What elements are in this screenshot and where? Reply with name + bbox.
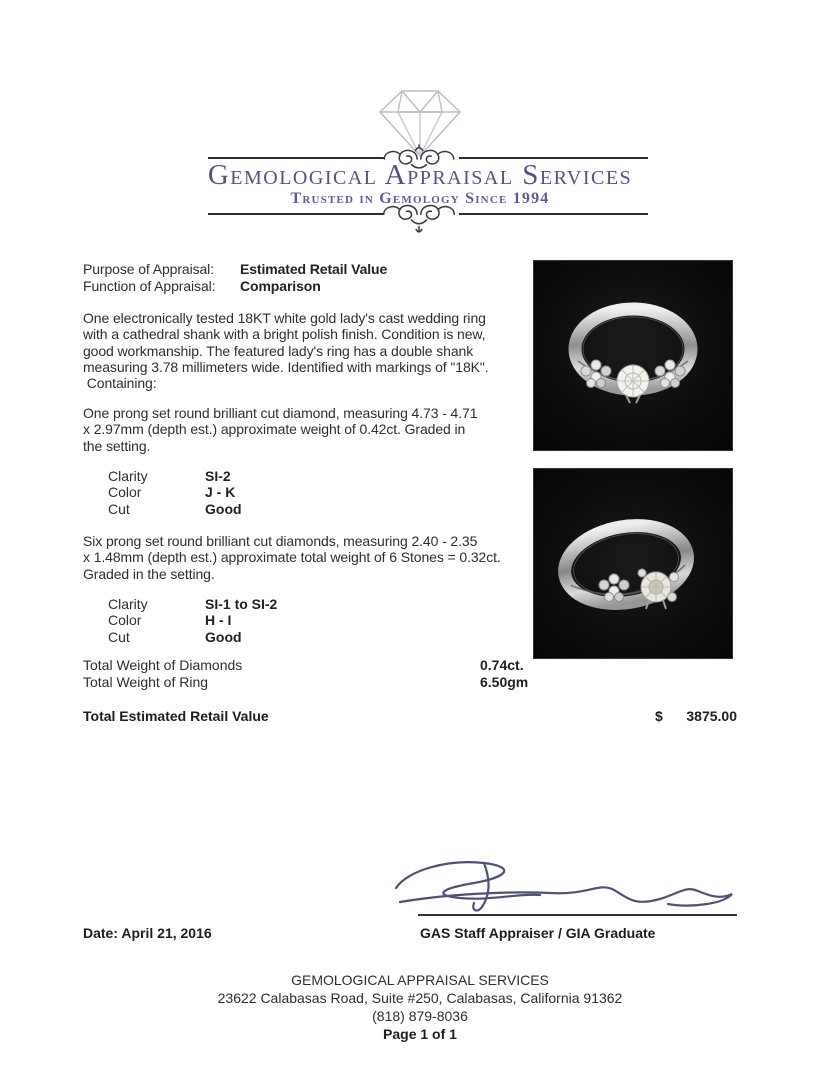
footer-company: GEMOLOGICAL APPRAISAL SERVICES [291,972,549,988]
header-rule-bottom-left [208,213,384,215]
total-diamonds-value: 0.74ct. [480,657,524,673]
grade-value: SI-2 [205,468,231,484]
total-diamonds-label: Total Weight of Diamonds [83,657,243,673]
item-line: the setting. [83,437,151,454]
page-indicator: Page 1 of 1 [383,1026,457,1042]
ring-photo-side [533,468,733,659]
grand-total-row [83,708,737,724]
signature-line [418,914,737,916]
grade-row [108,596,277,612]
grade-value: Good [205,628,242,645]
grade-label: Clarity [108,596,148,612]
purpose-value: Estimated Retail Value [240,261,388,277]
side-diamonds-grades-table [108,596,277,645]
header-rule-bottom-right [459,213,648,215]
grade-value: H - I [205,612,232,629]
grade-row [108,629,277,645]
purpose-row [83,261,387,278]
item-line: One prong set round brilliant cut diamond, measuring 4.73 - 4.71 [83,405,478,421]
appraisal-meta [83,261,387,294]
ring-side-illustration [534,469,732,658]
signer-title: GAS Staff Appraiser / GIA Graduate [420,925,656,941]
item-line: Graded in the setting. [83,565,215,582]
item-line: x 1.48mm (depth est.) approximate total weight of 6 Stones = 0.32ct. [83,549,501,566]
grand-total-amount: 3875.00 [686,708,737,724]
ring-front-illustration [534,261,732,450]
description-line: measuring 3.78 millimeters wide. Identified with markings of "18K". [83,358,489,375]
function-value: Comparison [240,277,321,294]
grade-label: Cut [108,500,130,517]
footer-address: 23622 Calabasas Road, Suite #250, Calabasas, California 91362 [217,990,623,1006]
date-label: Date: April 21, 2016 [83,925,212,941]
purpose-label: Purpose of Appraisal: [83,261,214,277]
footer-phone: (818) 879-8036 [372,1008,468,1024]
description-line: One electronically tested 18KT white gold lady's cast wedding ring [83,310,486,326]
side-diamonds-description [83,533,501,582]
center-diamond-description [83,405,477,454]
grade-value: J - K [205,484,236,501]
item-line: Six prong set round brilliant cut diamonds, measuring 2.40 - 2.35 [83,533,478,549]
total-ring-weight-label: Total Weight of Ring [83,673,209,690]
total-ring-weight-value: 6.50gm [480,673,529,690]
grade-value: Good [205,500,242,517]
grade-row [108,501,242,517]
grand-total-label: Total Estimated Retail Value [83,708,269,724]
flourish-bottom-icon [379,201,459,235]
grade-row [108,612,277,628]
ring-photo-front [533,260,733,451]
function-label: Function of Appraisal: [83,277,216,294]
total-diamonds-row [83,657,737,674]
footer [0,971,829,1043]
company-tagline: Trusted in Gemology Since 1994 [290,190,550,207]
grade-label: Clarity [108,468,148,484]
grade-label: Cut [108,628,130,645]
center-diamond-grades-table [108,468,242,517]
description-line: with a cathedral shank with a bright polish finish. Condition is new, [83,326,486,343]
ring-description [83,310,489,391]
grade-row [108,468,242,484]
totals-section [83,657,737,690]
grade-row [108,484,242,500]
item-line: x 2.97mm (depth est.) approximate weight of 0.42ct. Graded in [83,421,466,438]
grade-label: Color [108,484,142,501]
signature-scribble [388,854,740,916]
company-name: Gemological Appraisal Services [207,159,633,191]
grade-value: SI-1 to SI-2 [205,596,278,612]
total-ring-weight-row [83,674,737,691]
description-line: Containing: [83,375,157,392]
description-line: good workmanship. The featured lady's ring has a double shank [83,342,474,359]
function-row [83,278,387,295]
grade-label: Color [108,612,142,629]
currency-symbol: $ [655,708,663,724]
